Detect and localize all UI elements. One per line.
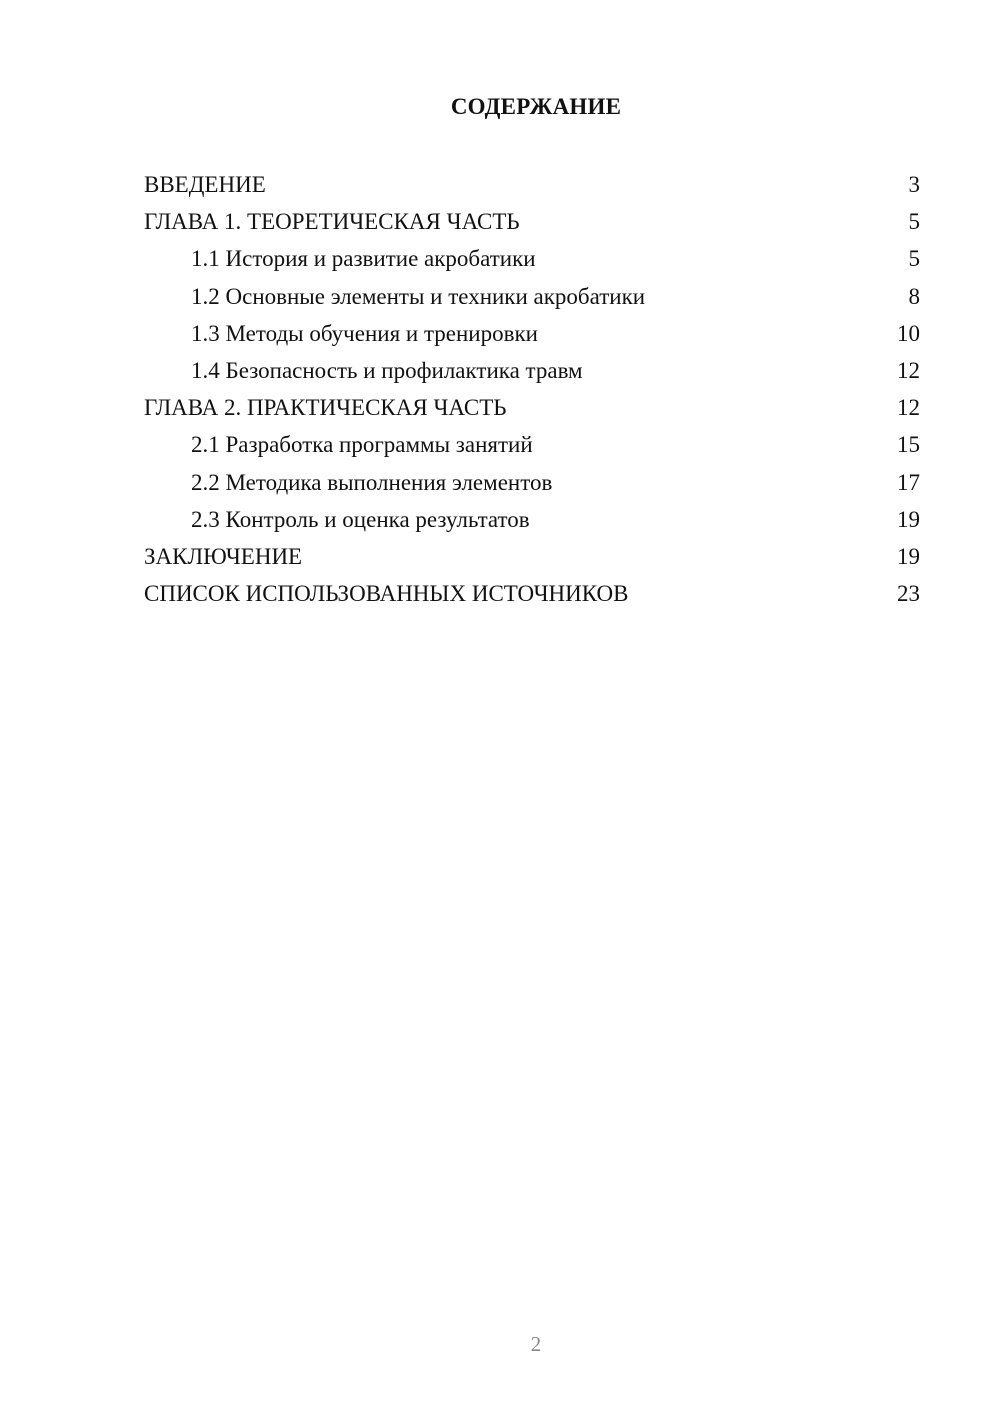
toc-entry-title: 1.2 Основные элементы и техники акробатики [191, 283, 646, 309]
toc-entry-conclusion[interactable] [144, 538, 920, 575]
toc-entry-title: 1.3 Методы обучения и тренировки [191, 320, 538, 346]
toc-entry-page: 8 [908, 283, 920, 309]
toc-entry-title: ЗАКЛЮЧЕНИЕ [144, 543, 303, 569]
toc-entry-title: 1.1 История и развитие акробатики [191, 246, 536, 272]
toc-entry-title: 2.3 Контроль и оценка результатов [191, 506, 530, 532]
toc-entry-title: ВВЕДЕНИЕ [144, 172, 266, 197]
toc-entry-page: 23 [897, 581, 920, 607]
toc-entry-title: ГЛАВА 2. ПРАКТИЧЕСКАЯ ЧАСТЬ [144, 395, 507, 421]
toc-entry-section-1-1[interactable] [144, 240, 920, 277]
toc-entry-title: 2.2 Методика выполнения элементов [191, 469, 553, 495]
toc-entry-section-2-1[interactable] [144, 426, 920, 463]
toc-entry-page: 19 [897, 543, 920, 569]
toc-entry-page: 10 [897, 320, 920, 346]
toc-entry-chapter-2[interactable] [144, 389, 920, 426]
toc-entry-section-1-3[interactable] [144, 315, 920, 352]
toc-entry-page: 15 [897, 432, 920, 458]
toc-entry-page: 12 [897, 357, 920, 383]
toc-entry-section-1-2[interactable] [144, 278, 920, 315]
toc-entry-title: 1.4 Безопасность и профилактика травм [191, 357, 583, 383]
toc-entry-page: 19 [897, 506, 920, 532]
table-of-contents [144, 166, 920, 612]
toc-entry-title: СПИСОК ИСПОЛЬЗОВАННЫХ ИСТОЧНИКОВ [144, 581, 629, 607]
toc-entry-introduction[interactable] [144, 166, 920, 203]
toc-entry-page: 5 [908, 246, 920, 272]
toc-entry-page: 17 [897, 469, 920, 495]
toc-entry-section-2-2[interactable] [144, 464, 920, 501]
toc-entry-page: 12 [897, 395, 920, 421]
page-title: СОДЕРЖАНИЕ [450, 94, 622, 119]
toc-entry-page: 5 [908, 209, 920, 235]
page-number: 2 [530, 1332, 542, 1356]
toc-entry-page: 3 [908, 172, 920, 197]
toc-entry-section-2-3[interactable] [144, 501, 920, 538]
toc-entry-references[interactable] [144, 575, 920, 612]
toc-entry-title: 2.1 Разработка программы занятий [191, 432, 533, 458]
toc-entry-title: ГЛАВА 1. ТЕОРЕТИЧЕСКАЯ ЧАСТЬ [144, 209, 520, 235]
toc-entry-section-1-4[interactable] [144, 352, 920, 389]
toc-entry-chapter-1[interactable] [144, 203, 920, 240]
